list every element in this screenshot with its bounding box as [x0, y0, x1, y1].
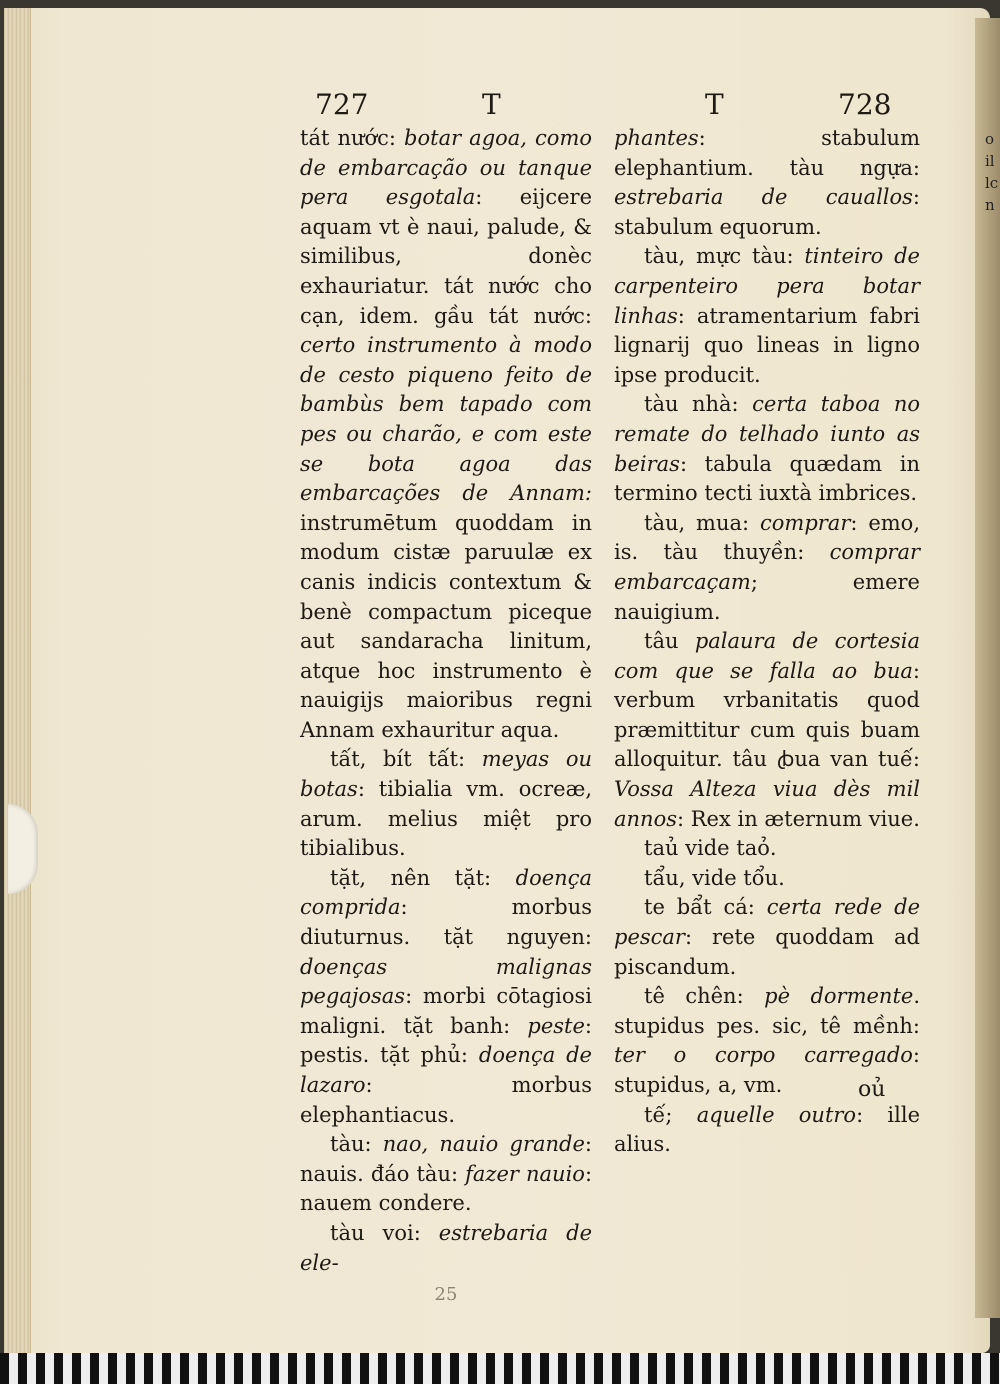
- scanner-edge-strip: [0, 1353, 1000, 1384]
- dictionary-entry: tâu palaura de cortesia com que se falla ao bua: verbum vrbanitatis quod præmittitur cum quis buam alloquitur. tâu ꞗua van tuế: Vossa Alteza viua dès mil annos: Rex in æternum viue.: [614, 629, 920, 831]
- catchword: oủ: [858, 1077, 886, 1102]
- page-spine: [4, 8, 31, 1353]
- page-clip: [8, 804, 38, 894]
- dictionary-entry: tàu voi: estrebaria de ele-: [300, 1220, 592, 1275]
- bottom-fragment: 25: [434, 1284, 458, 1306]
- dictionary-entry: phantes: stabulum elephantium. tàu ngựa: estrebaria de cauallos: stabulum equorum.: [614, 126, 920, 239]
- dictionary-entry: te bẩt cá: certa rede de pescar: rete quoddam ad piscandum.: [614, 895, 920, 979]
- dictionary-entry: tế; aquelle outro: ille alius.: [614, 1102, 921, 1157]
- right-page-number: 728: [838, 88, 892, 121]
- dictionary-entry: tất, bít tất: meyas ou botas: tibialia vm. ocreæ, arum. melius miệt pro tibialibus.: [300, 747, 592, 861]
- right-column: [614, 124, 920, 1160]
- dictionary-entry: tẩu, vide tổu.: [644, 865, 785, 890]
- dictionary-entry: tát nước: botar agoa, como de embarcação ou tanque pera esgotala: eijcere aquam vt è naui, palude, & similibus, donèc exhauriatur. tát nước cho cạn, idem. gầu tát nước: certo instrumento à modo de cesto piqueno feito de bambùs bem tapado com pes ou charão, e com este se bota agoa das embarcações de Annam: instrumētum quoddam in modum cistæ paruulæ ex canis indicis contextum & benè compactum piceque aut sandaracha linitum, atque hoc instrumento è nauigijs maioribus regni Annam exhauritur aqua.: [300, 126, 593, 742]
- dictionary-entry: tàu nhà: certa taboa no remate do telhado iunto as beiras: tabula quædam in termino tecti iuxtà imbrices.: [614, 392, 920, 506]
- right-running-letter: T: [705, 88, 724, 121]
- dictionary-entry: tàu, mua: comprar: emo, is. tàu thuyền: comprar embarcaçam; emere nauigium.: [614, 510, 920, 624]
- dictionary-entry: taủ vide taỏ.: [644, 836, 777, 861]
- dictionary-entry: tàu: nao, nauio grande: nauis. đáo tàu: fazer nauio: nauem condere.: [300, 1132, 593, 1216]
- dictionary-entry: tàu, mực tàu: tinteiro de carpenteiro pera botar linhas: atramentarium fabri lignarij quo lineas in ligno ipse producit.: [614, 244, 920, 387]
- left-running-letter: T: [482, 88, 501, 121]
- left-column: [300, 124, 592, 1310]
- left-page-number: 727: [315, 88, 369, 121]
- facing-page-edge-text: o il lc n: [985, 130, 999, 214]
- dictionary-entry: tê chên: pè dormente. stupidus pes. sic, tê mềnh: ter o corpo carregado: stupidus, a, vm.: [614, 984, 921, 1097]
- dictionary-entry: tặt, nên tặt: doença comprida: morbus diuturnus. tặt nguyen: doenças malignas pegajosas: morbi cōtagiosi maligni. tặt banh: peste: pestis. tặt phủ: doença de lazaro: morbus elephantiacus.: [300, 865, 592, 1127]
